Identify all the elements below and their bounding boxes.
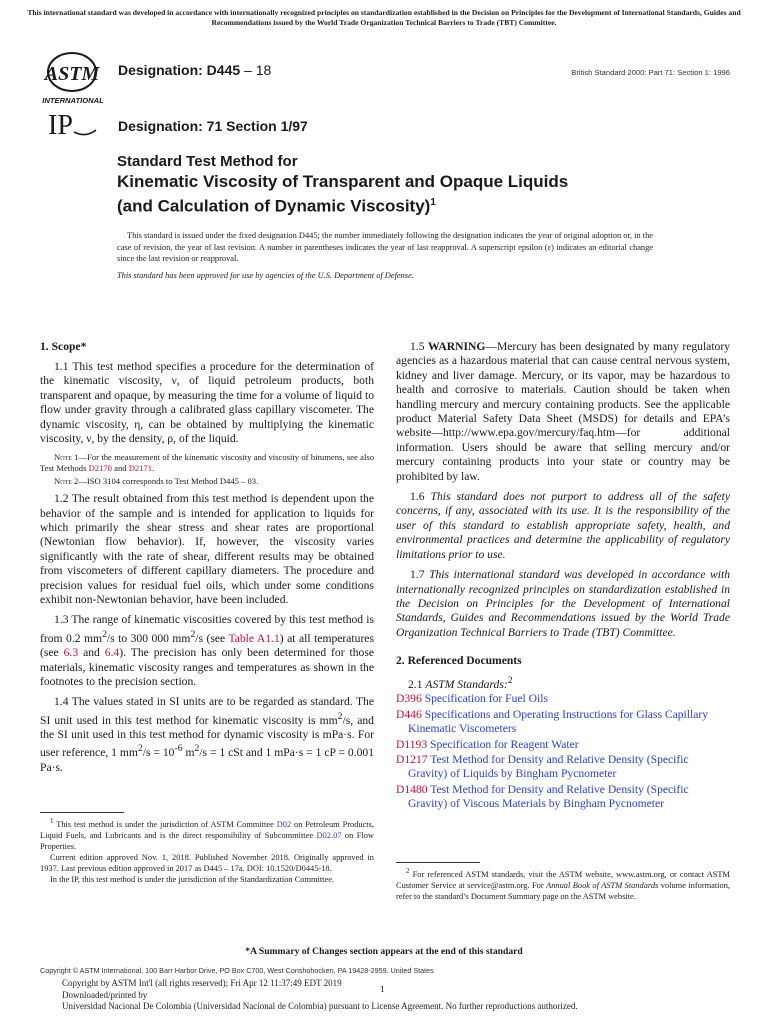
ref-table-a1-1-link[interactable]: Table A1.1: [228, 631, 280, 645]
reference-list: [396, 692, 730, 811]
reference-item[interactable]: D396 Specification for Fuel Oils: [396, 692, 548, 706]
reference-item[interactable]: D1193 Specification for Reagent Water: [396, 737, 579, 751]
footnote-divider-right: [396, 862, 480, 863]
footnote-1: $^1$ This test method is under the jurisdiction of ASTM Committee D02 on Petroleum Products, Liquid Fuels, and Lubricants and is the direct responsibility of Subcommittee D02.07 on Flow Properties.: [40, 817, 374, 851]
astm-logo-text: ASTM: [44, 63, 100, 85]
referenced-documents-heading: 2. Referenced Documents: [396, 654, 522, 668]
scope-heading: 1. Scope*: [40, 340, 87, 353]
british-standard-note: British Standard 2000: Part 71: Section 1: 1996: [571, 68, 730, 77]
ip-logo-icon: [46, 108, 98, 140]
title-footnote-mark: 1: [430, 197, 436, 208]
reference-item[interactable]: D1217 Test Method for Density and Relative Density (Specific Gravity) of Liquids by Bingham Pycnometer: [396, 753, 689, 781]
note-2: Note 2—ISO 3104 corresponds to Test Method D445 – 03.: [54, 475, 259, 486]
footnote-left: [40, 816, 374, 885]
astm-designation-label: Designation: D445: [118, 62, 241, 78]
note-1: Note 1—For the measurement of the kinematic viscosity and viscosity of bitumens, see also Test Methods D2170 and D2171.: [40, 452, 374, 474]
reference-item[interactable]: D446 Specifications and Operating Instructions for Glass Capillary Kinematic Viscometers: [396, 707, 708, 736]
ref-d2170-link[interactable]: D2170: [88, 463, 112, 474]
astm-logo-icon: [40, 50, 110, 106]
copyright-line: Copyright © ASTM International, 100 Barr Harbor Drive, PO Box C700, West Conshohocken, PA 19428-2959. United States: [40, 966, 434, 975]
left-column: [40, 340, 374, 781]
title-line2: [117, 192, 677, 217]
astm-designation-suffix: – 18: [240, 62, 272, 78]
footnote-2: $^2$ For referenced ASTM standards, visit the ASTM website, www.astm.org, or contact ASTM Customer Service at service@astm.org. For Annual Book of ASTM Standards volume information, refer to the standard’s Document Summary page on the ASTM website.: [396, 867, 730, 901]
download-info: [62, 978, 578, 1013]
footnote-ip: In the IP, this test method is under the jurisdiction of the Standardization Committee.: [50, 874, 335, 884]
astm-standards-label: 2.1 ASTM Standards:$^2$: [408, 675, 513, 691]
ref-6-3-link[interactable]: 6.3: [63, 646, 79, 660]
ref-6-4-link[interactable]: 6.4: [104, 646, 120, 660]
summary-of-changes-notice: *A Summary of Changes section appears at the end of this standard: [245, 946, 523, 957]
para-1-1: 1.1 This test method specifies a procedure for the determination of the kinematic viscosity, ν, of liquid petroleum products, both transparent and opaque, by measuring the time for a volume of liquid to flow under gravity through a calibrated glass capillary viscometer. The dynamic viscosity, η, can be obtained by multiplying the kinematic viscosity, ν, by the density, ρ, of the liquid.: [40, 360, 374, 446]
astm-designation: [118, 62, 271, 78]
para-1-2: 1.2 The result obtained from this test method is dependent upon the behavior of the sample and is intended for application to liquids for which primarily the shear stress and shear rates are proportional (Newtonian flow behavior). If, however, the viscosity varies significantly with the rate of shear, different results may be obtained from viscometers of different capillary diameters. The procedure and precision values for residual fuel oils, which under some conditions exhibit non-Newtonian behavior, have been included.: [40, 492, 374, 607]
page-number: 1: [380, 984, 385, 995]
download-line-2: Downloaded/printed by: [62, 989, 148, 1000]
para-1-4: 1.4 The values stated in SI units are to be regarded as standard. The SI unit used in this test method for kinematic viscosity is $mm^2/s$, and the SI unit used in this test method for dynamic viscosity is mPa·s. For user reference, 1 $mm^2/s = 10^{-6}$ $m^2/s = 1$ cSt and 1 mPa·s = 1 cP = 0.001 Pa·s.: [40, 695, 374, 774]
footnote-edition: Current edition approved Nov. 1, 2018. Published November 2018. Originally approved in 1937. Last previous edition approved in 2017 as D445 – 17a. DOI: 10.1520/D0445-18.: [40, 852, 374, 873]
ip-designation: Designation: 71 Section 1/97: [118, 118, 308, 134]
intro-block: [117, 230, 653, 287]
download-line-1: Copyright by ASTM Int'l (all rights reserved); Fri Apr 12 11:37:49 EDT 2019: [62, 978, 342, 988]
document-title: [117, 153, 677, 217]
reference-item[interactable]: D1480 Test Method for Density and Relative Density (Specific Gravity) of Viscous Materials by Bingham Pycnometer: [396, 782, 689, 811]
warning-label: WARNING: [428, 340, 486, 353]
para-1-7: 1.7 This international standard was developed in accordance with internationally recognized principles on standardization established in the Decision on Principles for the Development of International Standards, Guides and Recommendations issued by the World Trade Organization Technical Barriers to Trade (TBT) Committee.: [396, 568, 730, 639]
dod-approval: This standard has been approved for use by agencies of the U.S. Department of Defense.: [117, 271, 414, 281]
astm-logo-subtext: INTERNATIONAL: [42, 96, 104, 105]
ref-d02-07-link[interactable]: D02.07: [316, 830, 342, 840]
title-line2-text: (and Calculation of Dynamic Viscosity): [117, 196, 431, 216]
ref-d2171-link[interactable]: D2171: [128, 463, 153, 474]
para-1-6: 1.6 This standard does not purport to address all of the safety concerns, if any, associated with its use. It is the responsibility of the user of this standard to establish appropriate safety, health, and environmental practices and determine the applicability of regulatory limitations prior to use.: [396, 490, 731, 561]
ref-d02-link[interactable]: D02: [276, 819, 292, 829]
download-line-3: Universidad Nacional De Colombia (Universidad Nacional de Colombia) pursuant to License Agreement. No further reproductions authorized.: [62, 1001, 578, 1012]
right-column: [396, 340, 730, 813]
para-1-3: 1.3 The range of kinematic viscosities covered by this test method is from 0.2 $mm^2/s$ to 300 000 $mm^2/s$ (see Table A1.1) at all temperatures (see 6.3 and 6.4). The precision has only been determined for those materials, kinematic viscosity ranges and temperatures as shown in the footnotes to the precision section.: [40, 613, 374, 688]
title-pre: Standard Test Method for: [117, 153, 298, 170]
top-notice: This international standard was developed in accordance with internationally recognized principles on standardization established in the Decision on Principles for the Development of International Standards, Guides and Recommendations issued by the World Trade Organization Technical Barriers to Trade (TBT) Committee.: [27, 8, 741, 27]
issue-note: This standard is issued under the fixed designation D445; the number immediately following the designation indicates the year of original adoption or, in the case of revision, the year of last revision. A number in parentheses indicates the year of last reapproval. A superscript epsilon (ε) indicates an editorial change since the last revision or reapproval.: [117, 231, 653, 264]
para-1-5: 1.5 WARNING—Mercury has been designated by many regulatory agencies as a hazardous material that can cause central nervous system, kidney and liver damage. Mercury, or its vapor, may be hazardous to health and corrosive to materials. Caution should be taken when handling mercury and mercury containing products. See the applicable product Material Safety Data Sheet (MSDS) for details and EPA’s website—http://www.epa.gov/mercury/faq.htm—for additional information. Users should be aware that selling mercury and/or mercury containing products into your state or country may be prohibited by law.: [396, 340, 730, 483]
ip-logo-text: IP: [48, 110, 73, 140]
footnote-right: [396, 866, 730, 902]
footnote-divider-left: [40, 812, 124, 813]
title-line1: Kinematic Viscosity of Transparent and Opaque Liquids: [117, 172, 569, 191]
